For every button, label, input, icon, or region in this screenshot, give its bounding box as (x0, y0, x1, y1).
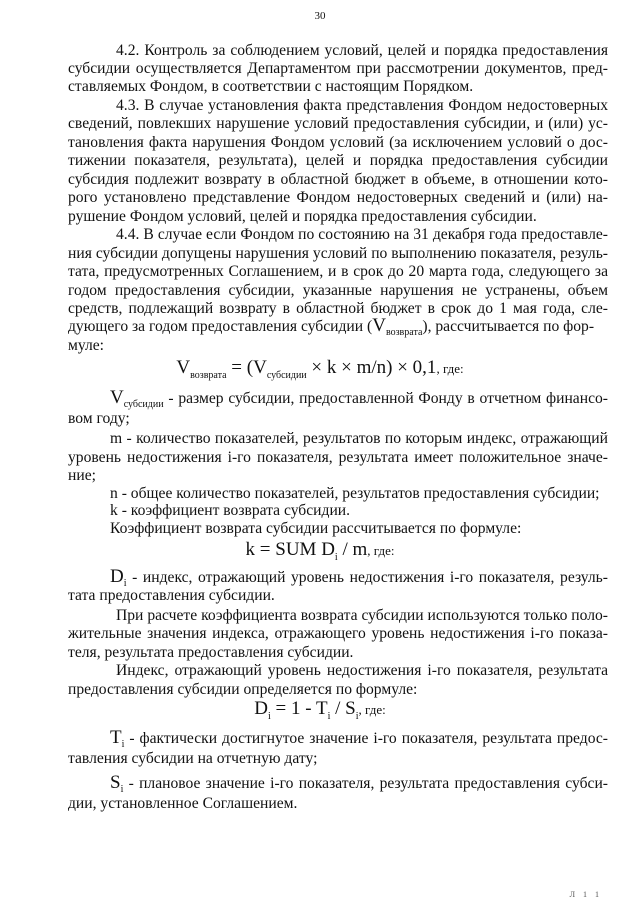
formula-v-return: $V_{возврата} = (V_{субсидии} \times k \times m/n) \times 0,1$, где: (176, 357, 464, 381)
p43-line-6: рого установлено представление Фондом недостоверных сведений и (или) на- (68, 189, 608, 206)
p-index-line-1: Индекс, отражающий уровень недостижения i-го показателя, результата (116, 662, 608, 679)
p44-line-3: тата, предусмотренных Соглашением, и в срок до 20 марта года, следующего за (68, 263, 608, 280)
def-d-line-2: тата предоставления субсидии. (68, 587, 275, 604)
p43-line-1: 4.3. В случае установления факта представления Фондом недостоверных (116, 97, 608, 114)
p43-line-2: сведений, повлекших нарушение условий предоставления субсидии, и (или) ус- (68, 115, 608, 132)
page-number: 30 (314, 10, 326, 22)
p44-line-5: средств, подлежащий возврату в областной бюджет в срок до 1 мая года, сле- (68, 300, 608, 317)
def-n: n - общее количество показателей, результатов предоставления субсидии; (110, 485, 600, 502)
def-s-line-2: дии, установленное Соглашением. (68, 795, 298, 812)
p-calc-line-3: теля, результата предоставления субсидии. (68, 644, 354, 661)
def-v-line-1: $V_{субсидии}$ - размер субсидии, предоставленной Фонду в отчетном финансо- (110, 387, 608, 411)
def-t-line-1: $T_i$ - фактически достигнутое значение i-го показателя, результата предос- (110, 727, 608, 751)
p-calc-line-1: При расчете коэффициента возврата субсидии используются только поло- (116, 607, 608, 624)
def-m-line-2: уровень недостижения i-го показателя, результата имеет положительное значе- (68, 449, 608, 466)
p43-line-3: тановления факта нарушения Фондом условий (за исключением условий о дос- (68, 134, 608, 151)
p44-line-1: 4.4. В случае если Фондом по состоянию на 31 декабря года предоставле- (116, 226, 608, 243)
p43-line-7: рушение Фондом условий, целей и порядка предоставления субсидии. (68, 208, 537, 225)
def-m-line-1: m - количество показателей, результатов по которым индекс, отражающий (110, 430, 608, 447)
footer-mark: Л 1 1 (569, 890, 602, 899)
p42-line-3: ставляемых Фондом, в соответствии с настоящим Порядком. (68, 78, 474, 95)
p44-line-2: ния субсидии допущены нарушения условий по выполнению показателя, резуль- (68, 245, 608, 262)
p44-line-6: дующего за годом предоставления субсидии $(V_{возврата})$, рассчитывается по фор- (68, 315, 595, 339)
p-calc-line-2: жительные значения индекса, отражающего уровень недостижения i-го показа- (68, 625, 608, 642)
def-k: k - коэффициент возврата субсидии. (110, 502, 351, 519)
def-s-line-1: $S_i$ - плановое значение i-го показателя, результата предоставления субси- (110, 772, 608, 796)
p42-line-2: субсидии осуществляется Департаментом при рассмотрении документов, пред- (68, 60, 608, 77)
formula-k: k = SUM $D_i$ / m, где: (245, 539, 395, 563)
coef-intro: Коэффициент возврата субсидии рассчитывается по формуле: (110, 520, 522, 537)
p42-line-1: 4.2. Контроль за соблюдением условий, целей и порядка предоставления (116, 42, 608, 59)
p44-line-7: муле: (68, 337, 105, 354)
p-index-line-2: предоставления субсидии определяется по формуле: (68, 681, 418, 698)
def-m-line-3: ние; (68, 467, 96, 484)
def-t-line-2: тавления субсидии на отчетную дату; (68, 750, 318, 767)
formula-d: $D_i = 1 - T_i / S_i$, где: (254, 698, 386, 722)
def-v-line-2: вом году; (68, 410, 130, 427)
def-d-line-1: $D_i$ - индекс, отражающий уровень недостижения i-го показателя, резуль- (110, 566, 608, 590)
p43-line-4: тижении показателя, результата), целей и порядка предоставления субсидии (68, 152, 608, 169)
p44-line-4: годом предоставления субсидии, указанные нарушения не устранены, объем (68, 282, 608, 299)
p43-line-5: субсидия подлежит возврату в областной бюджет в объеме, в отношении кото- (68, 171, 608, 188)
